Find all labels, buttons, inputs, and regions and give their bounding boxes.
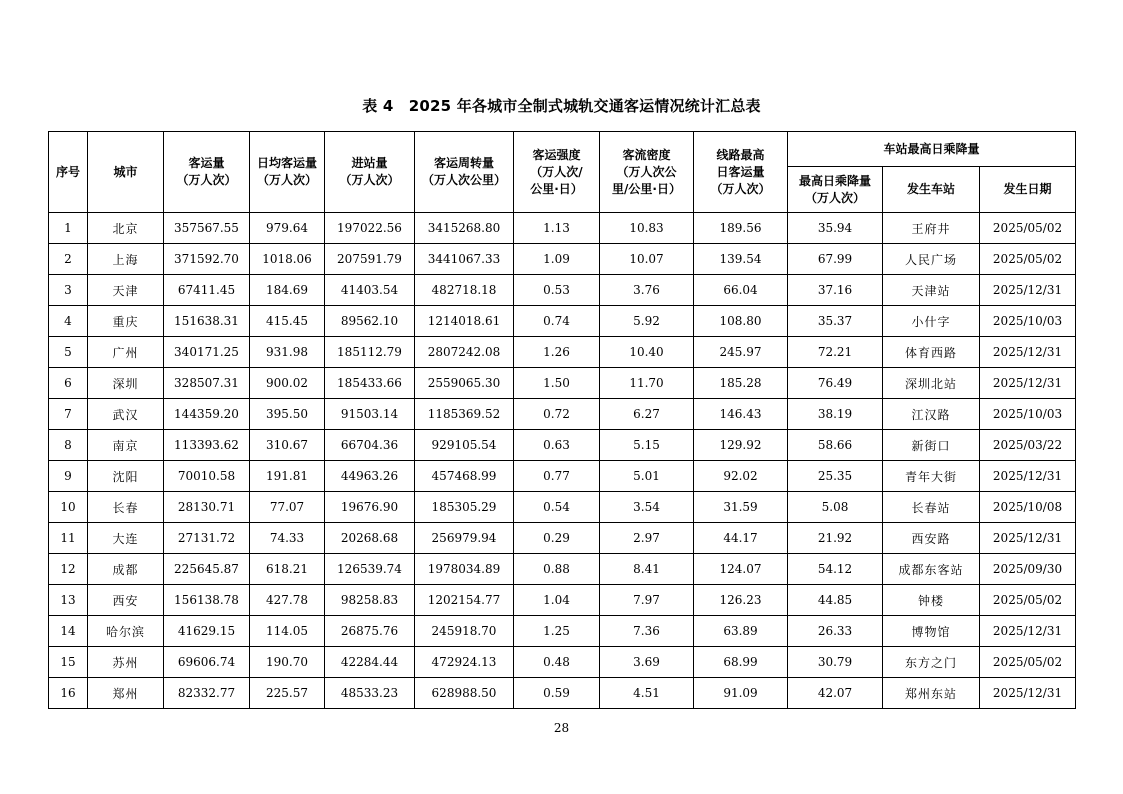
page-number: 28 [553, 721, 570, 735]
cell-line-max: 146.43 [694, 399, 788, 430]
cell-density: 6.27 [600, 399, 694, 430]
cell-daily-avg: 1018.06 [250, 244, 325, 275]
cell-seq: 9 [49, 461, 88, 492]
cell-daily-avg: 618.21 [250, 554, 325, 585]
cell-entries: 89562.10 [325, 306, 415, 337]
cell-volume: 340171.25 [164, 337, 250, 368]
cell-daily-avg: 114.05 [250, 616, 325, 647]
cell-station-max: 42.07 [788, 678, 883, 709]
cell-turnover: 1978034.89 [415, 554, 514, 585]
cell-station-max: 54.12 [788, 554, 883, 585]
cell-city: 长春 [88, 492, 164, 523]
cell-station-date: 2025/12/31 [980, 337, 1076, 368]
cell-intensity: 0.77 [514, 461, 600, 492]
table-row [49, 275, 1076, 306]
cell-station-name: 郑州东站 [883, 678, 980, 709]
cell-intensity: 1.26 [514, 337, 600, 368]
cell-daily-avg: 415.45 [250, 306, 325, 337]
cell-entries: 66704.36 [325, 430, 415, 461]
cell-volume: 371592.70 [164, 244, 250, 275]
cell-station-max: 58.66 [788, 430, 883, 461]
cell-city: 天津 [88, 275, 164, 306]
cell-turnover: 245918.70 [415, 616, 514, 647]
cell-city: 西安 [88, 585, 164, 616]
cell-volume: 156138.78 [164, 585, 250, 616]
cell-density: 5.92 [600, 306, 694, 337]
cell-line-max: 245.97 [694, 337, 788, 368]
cell-density: 3.69 [600, 647, 694, 678]
cell-city: 武汉 [88, 399, 164, 430]
cell-entries: 207591.79 [325, 244, 415, 275]
table-row [49, 647, 1076, 678]
cell-city: 大连 [88, 523, 164, 554]
cell-intensity: 1.13 [514, 213, 600, 244]
table-row [49, 492, 1076, 523]
cell-line-max: 129.92 [694, 430, 788, 461]
cell-volume: 113393.62 [164, 430, 250, 461]
cell-entries: 20268.68 [325, 523, 415, 554]
cell-volume: 27131.72 [164, 523, 250, 554]
cell-entries: 48533.23 [325, 678, 415, 709]
cell-turnover: 457468.99 [415, 461, 514, 492]
cell-line-max: 68.99 [694, 647, 788, 678]
cell-station-max: 38.19 [788, 399, 883, 430]
cell-station-max: 37.16 [788, 275, 883, 306]
cell-volume: 357567.55 [164, 213, 250, 244]
cell-line-max: 66.04 [694, 275, 788, 306]
cell-intensity: 0.74 [514, 306, 600, 337]
cell-density: 10.83 [600, 213, 694, 244]
cell-density: 8.41 [600, 554, 694, 585]
cell-station-max: 30.79 [788, 647, 883, 678]
cell-intensity: 0.88 [514, 554, 600, 585]
cell-station-date: 2025/12/31 [980, 678, 1076, 709]
cell-entries: 197022.56 [325, 213, 415, 244]
table-row [49, 244, 1076, 275]
table-row [49, 585, 1076, 616]
cell-station-name: 王府井 [883, 213, 980, 244]
cell-station-date: 2025/10/03 [980, 306, 1076, 337]
cell-volume: 70010.58 [164, 461, 250, 492]
cell-entries: 41403.54 [325, 275, 415, 306]
table-row [49, 337, 1076, 368]
cell-line-max: 92.02 [694, 461, 788, 492]
header-station-date: 发生日期 [980, 167, 1076, 213]
cell-line-max: 44.17 [694, 523, 788, 554]
cell-density: 10.40 [600, 337, 694, 368]
cell-station-date: 2025/05/02 [980, 585, 1076, 616]
cell-intensity: 0.29 [514, 523, 600, 554]
cell-station-name: 成都东客站 [883, 554, 980, 585]
header-line-max: 线路最高 日客运量 （万人次） [694, 132, 788, 213]
cell-station-name: 博物馆 [883, 616, 980, 647]
cell-line-max: 189.56 [694, 213, 788, 244]
cell-density: 3.76 [600, 275, 694, 306]
cell-station-max: 44.85 [788, 585, 883, 616]
cell-turnover: 185305.29 [415, 492, 514, 523]
cell-station-date: 2025/12/31 [980, 275, 1076, 306]
cell-daily-avg: 190.70 [250, 647, 325, 678]
cell-station-max: 25.35 [788, 461, 883, 492]
cell-line-max: 126.23 [694, 585, 788, 616]
cell-station-name: 长春站 [883, 492, 980, 523]
cell-entries: 98258.83 [325, 585, 415, 616]
cell-turnover: 3441067.33 [415, 244, 514, 275]
cell-station-date: 2025/09/30 [980, 554, 1076, 585]
cell-station-name: 江汉路 [883, 399, 980, 430]
cell-station-max: 5.08 [788, 492, 883, 523]
cell-turnover: 1214018.61 [415, 306, 514, 337]
cell-station-max: 35.37 [788, 306, 883, 337]
table-row [49, 461, 1076, 492]
cell-station-date: 2025/05/02 [980, 244, 1076, 275]
cell-density: 3.54 [600, 492, 694, 523]
cell-density: 10.07 [600, 244, 694, 275]
cell-station-max: 26.33 [788, 616, 883, 647]
cell-turnover: 2807242.08 [415, 337, 514, 368]
cell-daily-avg: 900.02 [250, 368, 325, 399]
header-seq: 序号 [49, 132, 88, 213]
cell-station-max: 67.99 [788, 244, 883, 275]
cell-density: 7.97 [600, 585, 694, 616]
cell-turnover: 1202154.77 [415, 585, 514, 616]
cell-city: 重庆 [88, 306, 164, 337]
cell-volume: 225645.87 [164, 554, 250, 585]
cell-volume: 69606.74 [164, 647, 250, 678]
cell-seq: 10 [49, 492, 88, 523]
cell-density: 2.97 [600, 523, 694, 554]
cell-city: 广州 [88, 337, 164, 368]
cell-density: 4.51 [600, 678, 694, 709]
table-header [49, 132, 1076, 213]
table-row [49, 213, 1076, 244]
header-station-name: 发生车站 [883, 167, 980, 213]
table-row [49, 368, 1076, 399]
cell-daily-avg: 191.81 [250, 461, 325, 492]
cell-seq: 5 [49, 337, 88, 368]
cell-line-max: 139.54 [694, 244, 788, 275]
table-row [49, 306, 1076, 337]
cell-seq: 16 [49, 678, 88, 709]
cell-seq: 15 [49, 647, 88, 678]
header-daily-avg: 日均客运量 （万人次） [250, 132, 325, 213]
header-turnover: 客运周转量 （万人次公里） [415, 132, 514, 213]
cell-line-max: 124.07 [694, 554, 788, 585]
cell-station-name: 新街口 [883, 430, 980, 461]
cell-daily-avg: 310.67 [250, 430, 325, 461]
table-row [49, 399, 1076, 430]
table-row [49, 616, 1076, 647]
cell-station-max: 76.49 [788, 368, 883, 399]
header-intensity: 客运强度 （万人次/ 公里·日） [514, 132, 600, 213]
cell-city: 哈尔滨 [88, 616, 164, 647]
cell-seq: 11 [49, 523, 88, 554]
cell-seq: 7 [49, 399, 88, 430]
cell-city: 北京 [88, 213, 164, 244]
cell-entries: 42284.44 [325, 647, 415, 678]
cell-entries: 91503.14 [325, 399, 415, 430]
table-row [49, 554, 1076, 585]
cell-station-name: 小什字 [883, 306, 980, 337]
cell-station-date: 2025/05/02 [980, 213, 1076, 244]
cell-volume: 67411.45 [164, 275, 250, 306]
cell-station-date: 2025/10/08 [980, 492, 1076, 523]
cell-daily-avg: 979.64 [250, 213, 325, 244]
cell-line-max: 185.28 [694, 368, 788, 399]
cell-volume: 328507.31 [164, 368, 250, 399]
cell-volume: 28130.71 [164, 492, 250, 523]
cell-intensity: 1.25 [514, 616, 600, 647]
cell-daily-avg: 931.98 [250, 337, 325, 368]
cell-intensity: 0.54 [514, 492, 600, 523]
cell-city: 深圳 [88, 368, 164, 399]
cell-volume: 144359.20 [164, 399, 250, 430]
cell-seq: 12 [49, 554, 88, 585]
cell-city: 苏州 [88, 647, 164, 678]
header-density: 客流密度 （万人次公 里/公里·日） [600, 132, 694, 213]
cell-station-date: 2025/12/31 [980, 616, 1076, 647]
cell-intensity: 0.63 [514, 430, 600, 461]
table-row [49, 430, 1076, 461]
cell-entries: 185433.66 [325, 368, 415, 399]
cell-turnover: 3415268.80 [415, 213, 514, 244]
cell-line-max: 108.80 [694, 306, 788, 337]
cell-density: 7.36 [600, 616, 694, 647]
cell-city: 郑州 [88, 678, 164, 709]
table-row [49, 678, 1076, 709]
cell-station-name: 天津站 [883, 275, 980, 306]
cell-station-name: 西安路 [883, 523, 980, 554]
cell-intensity: 0.72 [514, 399, 600, 430]
cell-intensity: 1.50 [514, 368, 600, 399]
cell-daily-avg: 184.69 [250, 275, 325, 306]
cell-density: 11.70 [600, 368, 694, 399]
cell-city: 沈阳 [88, 461, 164, 492]
header-entries: 进站量 （万人次） [325, 132, 415, 213]
cell-station-name: 人民广场 [883, 244, 980, 275]
cell-station-name: 深圳北站 [883, 368, 980, 399]
cell-entries: 19676.90 [325, 492, 415, 523]
cell-turnover: 256979.94 [415, 523, 514, 554]
cell-city: 成都 [88, 554, 164, 585]
table-body [49, 213, 1076, 709]
header-city: 城市 [88, 132, 164, 213]
cell-city: 南京 [88, 430, 164, 461]
cell-line-max: 31.59 [694, 492, 788, 523]
cell-station-date: 2025/05/02 [980, 647, 1076, 678]
cell-station-date: 2025/12/31 [980, 368, 1076, 399]
cell-station-name: 东方之门 [883, 647, 980, 678]
cell-turnover: 628988.50 [415, 678, 514, 709]
cell-intensity: 0.48 [514, 647, 600, 678]
cell-seq: 6 [49, 368, 88, 399]
header-station-max: 最高日乘降量 （万人次） [788, 167, 883, 213]
cell-station-date: 2025/12/31 [980, 523, 1076, 554]
cell-daily-avg: 74.33 [250, 523, 325, 554]
cell-station-name: 青年大街 [883, 461, 980, 492]
cell-daily-avg: 225.57 [250, 678, 325, 709]
cell-line-max: 63.89 [694, 616, 788, 647]
passenger-statistics-table [48, 131, 1076, 709]
cell-seq: 1 [49, 213, 88, 244]
cell-volume: 41629.15 [164, 616, 250, 647]
cell-station-name: 钟楼 [883, 585, 980, 616]
cell-volume: 151638.31 [164, 306, 250, 337]
cell-daily-avg: 395.50 [250, 399, 325, 430]
cell-turnover: 482718.18 [415, 275, 514, 306]
cell-intensity: 0.53 [514, 275, 600, 306]
cell-city: 上海 [88, 244, 164, 275]
cell-line-max: 91.09 [694, 678, 788, 709]
cell-turnover: 2559065.30 [415, 368, 514, 399]
cell-intensity: 1.09 [514, 244, 600, 275]
cell-intensity: 1.04 [514, 585, 600, 616]
cell-station-date: 2025/03/22 [980, 430, 1076, 461]
cell-turnover: 929105.54 [415, 430, 514, 461]
cell-seq: 13 [49, 585, 88, 616]
cell-turnover: 1185369.52 [415, 399, 514, 430]
cell-seq: 3 [49, 275, 88, 306]
cell-entries: 126539.74 [325, 554, 415, 585]
cell-entries: 185112.79 [325, 337, 415, 368]
cell-turnover: 472924.13 [415, 647, 514, 678]
cell-density: 5.15 [600, 430, 694, 461]
cell-entries: 44963.26 [325, 461, 415, 492]
table-title: 表 4 2025 年各城市全制式城轨交通客运情况统计汇总表 [362, 97, 761, 115]
cell-seq: 8 [49, 430, 88, 461]
cell-seq: 2 [49, 244, 88, 275]
cell-entries: 26875.76 [325, 616, 415, 647]
cell-daily-avg: 427.78 [250, 585, 325, 616]
cell-station-max: 35.94 [788, 213, 883, 244]
cell-daily-avg: 77.07 [250, 492, 325, 523]
cell-seq: 4 [49, 306, 88, 337]
cell-station-date: 2025/12/31 [980, 461, 1076, 492]
cell-station-date: 2025/10/03 [980, 399, 1076, 430]
cell-station-max: 72.21 [788, 337, 883, 368]
table-row [49, 523, 1076, 554]
cell-intensity: 0.59 [514, 678, 600, 709]
cell-station-max: 21.92 [788, 523, 883, 554]
cell-volume: 82332.77 [164, 678, 250, 709]
header-volume: 客运量 （万人次） [164, 132, 250, 213]
cell-density: 5.01 [600, 461, 694, 492]
cell-station-name: 体育西路 [883, 337, 980, 368]
cell-seq: 14 [49, 616, 88, 647]
header-station-group: 车站最高日乘降量 [788, 132, 1076, 167]
